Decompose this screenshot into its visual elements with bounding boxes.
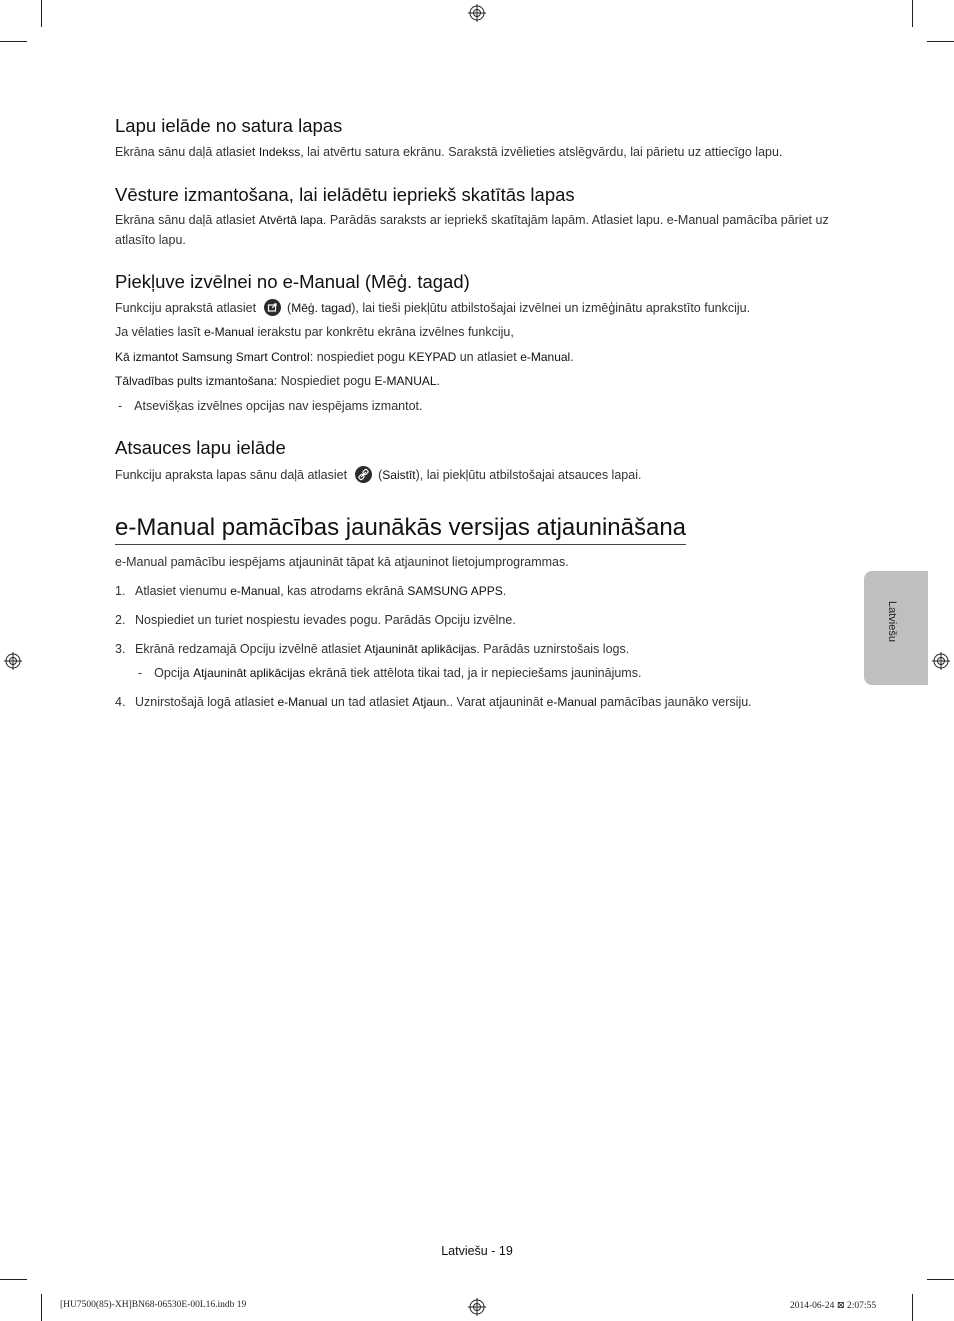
crop-mark xyxy=(912,0,913,27)
registration-mark-icon xyxy=(468,1298,486,1316)
language-side-tab xyxy=(864,571,928,685)
text: Funkciju apraksta lapas sānu daļā atlasiet xyxy=(115,467,348,482)
paragraph xyxy=(115,325,514,339)
text: Funkciju aprakstā atlasiet xyxy=(115,300,257,315)
ui-term: Kā izmantot Samsung Smart Control xyxy=(115,350,310,364)
text: . xyxy=(436,374,441,388)
paragraph: Funkciju aprakstā atlasiet (Mēģ. tagad), lai tieši piekļūtu atbilstošajai izvēlnei un izmēģinātu aprakstīto funkciju. xyxy=(115,300,751,315)
crop-mark xyxy=(927,1279,954,1280)
section-heading: Lapu ielāde no satura lapas xyxy=(115,115,343,136)
ui-term: e-Manual xyxy=(203,325,254,339)
ui-term: e-Manual xyxy=(277,695,328,709)
text: Ekrāna sānu daļā atlasiet xyxy=(115,213,259,227)
main-heading: e-Manual pamācības jaunākās versijas atjaunināšana xyxy=(115,514,686,545)
crop-mark xyxy=(41,0,42,27)
text: : Nospiediet pogu xyxy=(273,374,375,388)
ui-term: Indekss xyxy=(258,145,301,159)
note-dash: - xyxy=(118,399,123,413)
intro-paragraph: e-Manual pamācību iespējams atjaunināt tāpat kā atjauninot lietojumprogrammas. xyxy=(115,555,569,569)
text: . Parādās saraksts ar iepriekš skatītajām lapām. Atlasiet lapu. e-Manual pamācība pāriet uz atlasīto lapu. xyxy=(115,213,829,247)
print-meta-left: [HU7500(85)-XH]BN68-06530E-00L16.indb 19 xyxy=(60,1300,247,1310)
text: . Varat atjaunināt xyxy=(449,695,547,709)
ui-term: E-MANUAL xyxy=(374,374,437,388)
section-heading: Atsauces lapu ielāde xyxy=(115,437,286,458)
note-dash: - xyxy=(138,666,143,680)
step-number: 4. xyxy=(115,695,126,709)
paragraph xyxy=(115,350,574,364)
text: Ekrāna sānu daļā atlasiet xyxy=(115,145,259,159)
print-meta-right: 2014-06-24 ⊠ 2:07:55 xyxy=(790,1301,877,1311)
step-3-note xyxy=(138,666,641,680)
ui-term: Atjaunināt aplikācijas xyxy=(364,642,477,656)
text: ), lai tieši piekļūtu atbilstošajai izvēlnei un izmēģinātu aprakstīto funkciju. xyxy=(351,300,751,315)
ui-term: Atjaunināt aplikācijas xyxy=(193,666,306,680)
text: , lai atvērtu satura ekrānu. Sarakstā izvēlieties atslēgvārdu, lai pārietu uz attiecīgo lapu. xyxy=(300,145,783,159)
paragraph xyxy=(115,210,830,250)
text: Ekrānā redzamajā Opciju izvēlnē atlasiet xyxy=(135,642,365,656)
try-now-icon xyxy=(264,299,281,316)
ui-term: Atvērtā lapa xyxy=(258,213,323,227)
ui-term: Mēģ. tagad xyxy=(291,300,352,315)
text: . Parādās uznirstošais logs. xyxy=(476,642,630,656)
ui-term: Tālvadības pults izmantošana xyxy=(115,374,274,388)
ui-term: SAMSUNG APPS xyxy=(407,584,503,598)
text: Ja vēlaties lasīt xyxy=(115,325,204,339)
ui-term: e-Manual xyxy=(520,350,571,364)
section-heading: Vēsture izmantošana, lai ielādētu iepriekš skatītās lapas xyxy=(115,184,575,205)
ui-term: e-Manual xyxy=(230,584,281,598)
text: Atsevišķas izvēlnes opcijas nav iespējams izmantot. xyxy=(134,399,423,413)
text: un tad atlasiet xyxy=(327,695,413,709)
step-1 xyxy=(115,584,506,598)
step-2 xyxy=(115,613,516,627)
page-number: Latviešu - 19 xyxy=(441,1244,513,1258)
side-tab-label: Latviešu xyxy=(886,601,898,642)
step-number: 1. xyxy=(115,584,126,598)
text: Atlasiet vienumu xyxy=(135,584,231,598)
ui-term: e-Manual xyxy=(546,695,597,709)
ui-term: Atjaun. xyxy=(412,695,450,709)
text: . xyxy=(570,350,574,364)
crop-mark xyxy=(0,41,27,42)
text: . xyxy=(502,584,507,598)
paragraph: Funkciju apraksta lapas sānu daļā atlasiet (Saistīt), lai piekļūtu atbilstošajai atsauces lapai. xyxy=(115,467,642,482)
text: pamācības jaunāko versiju. xyxy=(596,695,752,709)
step-number: 2. xyxy=(115,613,126,627)
section-heading: Piekļuve izvēlnei no e-Manual (Mēģ. tagad) xyxy=(115,271,470,292)
paragraph xyxy=(115,374,440,388)
ui-term: Saistīt xyxy=(382,467,416,482)
text: ), lai piekļūtu atbilstošajai atsauces lapai. xyxy=(415,467,642,482)
registration-mark-icon xyxy=(4,652,22,670)
crop-mark xyxy=(41,1294,42,1321)
text: Opcija xyxy=(154,666,194,680)
text: ierakstu par konkrētu ekrāna izvēlnes funkciju, xyxy=(253,325,514,339)
step-number: 3. xyxy=(115,642,126,656)
text: Uznirstošajā logā atlasiet xyxy=(135,695,278,709)
registration-mark-icon xyxy=(932,652,950,670)
step-3 xyxy=(115,642,629,656)
note xyxy=(118,399,423,413)
crop-mark xyxy=(0,1279,27,1280)
link-icon xyxy=(355,466,372,483)
text: , kas atrodams ekrānā xyxy=(280,584,408,598)
ui-term: KEYPAD xyxy=(408,350,457,364)
paragraph xyxy=(115,145,782,159)
crop-mark xyxy=(927,41,954,42)
text: ekrānā tiek attēlota tikai tad, ja ir nepieciešams jauninājums. xyxy=(305,666,642,680)
text: : nospiediet pogu xyxy=(309,350,409,364)
crop-mark xyxy=(912,1294,913,1321)
registration-mark-icon xyxy=(468,4,486,22)
text: Nospiediet un turiet nospiestu ievades pogu. Parādās Opciju izvēlne. xyxy=(135,613,516,627)
text: un atlasiet xyxy=(456,350,521,364)
step-4 xyxy=(115,695,752,709)
